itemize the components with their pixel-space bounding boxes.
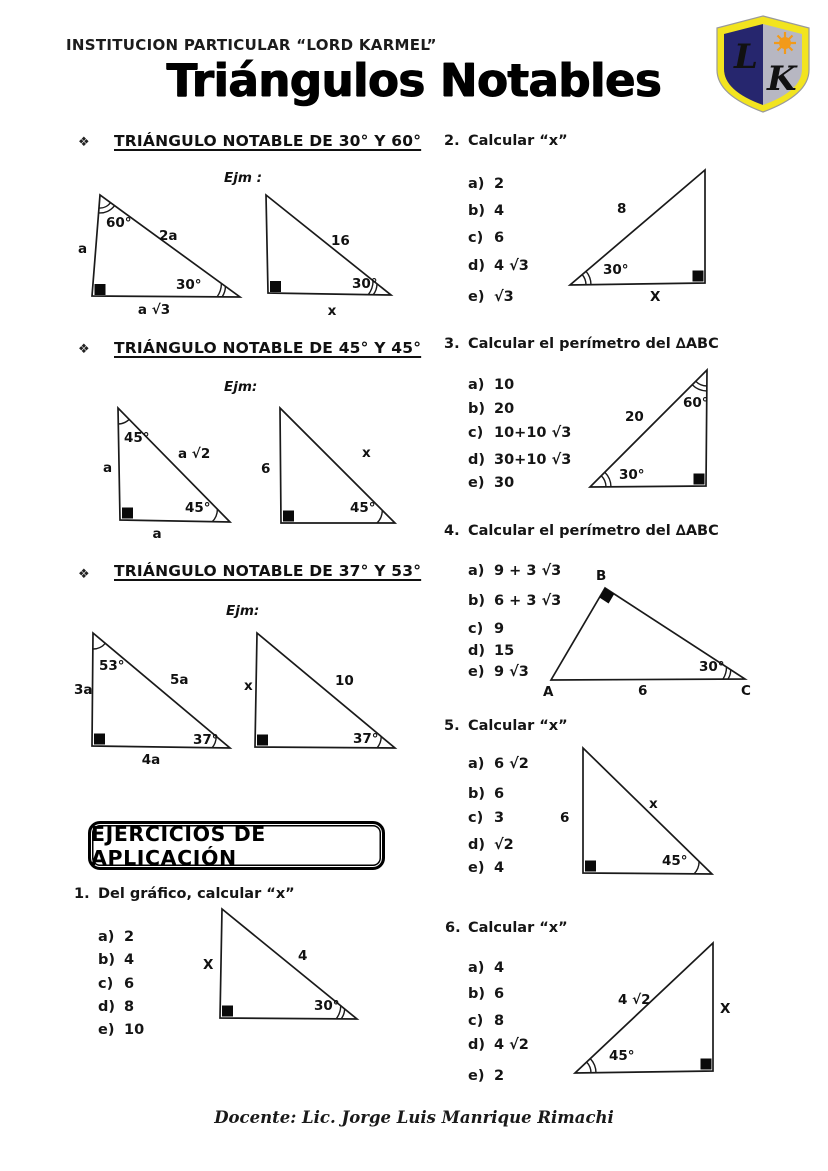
angle-label: 37°	[193, 732, 219, 748]
option-row	[468, 1013, 504, 1029]
side-label: 6	[560, 810, 570, 826]
option-value: 30	[494, 475, 515, 491]
option-key: b)	[468, 986, 486, 1002]
institution-name: INSTITUCION PARTICULAR “LORD KARMEL”	[66, 36, 437, 54]
triangle-outline	[280, 408, 395, 523]
right-angle-marker	[701, 1059, 712, 1070]
option-key: e)	[468, 860, 485, 876]
option-value: 9 + 3 √3	[494, 563, 562, 579]
side-label: 4 √2	[618, 992, 651, 1008]
option-value: 6 √2	[494, 756, 529, 772]
option-value: 6 + 3 √3	[494, 593, 562, 609]
triangle-outline	[92, 633, 230, 748]
exercise-number: 4.	[444, 523, 460, 539]
side-label: X	[650, 289, 661, 305]
option-key: a)	[468, 960, 485, 976]
right-angle-marker	[585, 861, 596, 872]
side-label: a √3	[137, 302, 171, 318]
side-label: X	[203, 957, 214, 973]
option-row	[468, 452, 571, 468]
exercise-prompt: Calcular el perímetro del ∆ABC	[468, 336, 719, 352]
side-label: 4	[298, 948, 308, 964]
option-value: 2	[494, 1068, 505, 1084]
option-key: c)	[468, 1013, 484, 1029]
angle-label: 45°	[609, 1048, 635, 1064]
option-key: e)	[98, 1022, 115, 1038]
option-key: e)	[468, 664, 485, 680]
page-title: Triángulos Notables	[166, 54, 662, 107]
exercise-number: 3.	[444, 336, 460, 352]
option-value: 4	[494, 203, 505, 219]
angle-arc	[601, 476, 606, 487]
option-value: 4	[124, 952, 135, 968]
exercise-number: 5.	[444, 718, 460, 734]
angle-label: 30°	[314, 998, 340, 1014]
side-label: a √2	[178, 446, 211, 462]
angle-arc	[212, 509, 217, 522]
option-key: b)	[468, 593, 486, 609]
option-row	[468, 377, 514, 393]
exercise-prompt: Calcular “x”	[468, 718, 568, 734]
angle-label: 30°	[603, 262, 629, 278]
option-key: e)	[468, 475, 485, 491]
option-row	[468, 176, 504, 192]
option-value: 6	[494, 786, 505, 802]
vertex-label: A	[543, 684, 554, 700]
triangle-outline	[583, 748, 712, 874]
section-heading-37-53: TRIÁNGULO NOTABLE DE 37° Y 53°	[114, 562, 422, 580]
option-key: c)	[468, 425, 484, 441]
section-bullet-icon: ❖	[78, 135, 90, 150]
option-value: 10	[494, 377, 515, 393]
option-key: b)	[468, 203, 486, 219]
angle-arc	[222, 286, 225, 297]
side-label: 3a	[74, 682, 93, 698]
side-label: x	[327, 303, 337, 319]
side-label: 6	[261, 461, 271, 477]
option-row	[468, 860, 504, 876]
side-label: x	[649, 796, 658, 812]
option-key: c)	[468, 621, 484, 637]
figure-30-60-model	[70, 185, 255, 320]
angle-label: 45°	[662, 853, 688, 869]
option-row	[468, 960, 504, 976]
option-row	[468, 810, 504, 826]
exercise-prompt: Calcular “x”	[468, 133, 568, 149]
triangle-outline	[570, 170, 705, 285]
right-angle-marker	[122, 508, 133, 519]
option-key: a)	[98, 929, 115, 945]
option-row	[98, 976, 134, 992]
figure-37-53-example	[240, 623, 410, 763]
option-value: 4 √3	[494, 258, 529, 274]
right-angle-marker	[257, 735, 268, 746]
exercise-number: 6.	[445, 920, 461, 936]
figure-exercise-2	[555, 160, 720, 305]
figure-exercise-1	[195, 898, 370, 1033]
option-key: a)	[468, 377, 485, 393]
option-value: √3	[494, 289, 514, 305]
crest-letter-k: K	[767, 59, 797, 99]
figure-45-45-example	[248, 395, 408, 535]
option-key: d)	[468, 452, 486, 468]
option-value: 30+10 √3	[494, 452, 572, 468]
vertex-label: C	[741, 683, 751, 699]
angle-label: 30°	[352, 276, 378, 292]
option-row	[98, 929, 134, 945]
option-key: d)	[98, 999, 116, 1015]
option-value: 20	[494, 401, 515, 417]
option-row	[468, 786, 504, 802]
option-key: c)	[468, 230, 484, 246]
exercise-number: 2.	[444, 133, 460, 149]
angle-label: 45°	[350, 500, 376, 516]
section-bullet-icon: ❖	[78, 342, 90, 357]
option-value: 4 √2	[494, 1037, 529, 1053]
angle-label: 60°	[683, 395, 709, 411]
option-row	[468, 756, 529, 772]
figure-30-60-example	[248, 185, 408, 320]
option-row	[468, 643, 514, 659]
option-row	[98, 1022, 144, 1038]
side-label: a	[103, 460, 113, 476]
option-row	[468, 621, 504, 637]
angle-arc	[93, 643, 105, 649]
vertex-label: B	[596, 568, 607, 584]
example-label: Ejm:	[226, 603, 260, 619]
angle-arc	[377, 510, 382, 523]
angle-label: 45°	[124, 430, 150, 446]
side-label: 8	[617, 201, 627, 217]
option-value: 8	[494, 1013, 505, 1029]
exercises-banner: EJERCICIOS DE APLICACIÓN	[88, 821, 385, 870]
side-label: x	[244, 678, 253, 694]
option-value: √2	[494, 837, 514, 853]
triangle-outline	[575, 943, 713, 1073]
figure-exercise-3	[575, 360, 725, 500]
angle-label: 60°	[106, 215, 132, 231]
side-label: 10	[335, 673, 354, 689]
option-value: 15	[494, 643, 515, 659]
exercise-prompt: Calcular el perímetro del ∆ABC	[468, 523, 719, 539]
angle-arc	[99, 203, 111, 208]
option-value: 9	[494, 621, 505, 637]
option-key: c)	[98, 976, 114, 992]
example-label: Ejm:	[224, 379, 258, 395]
side-label: X	[720, 1001, 731, 1017]
option-value: 2	[494, 176, 505, 192]
exercise-prompt: Calcular “x”	[468, 920, 568, 936]
option-row	[468, 230, 504, 246]
option-row	[98, 999, 134, 1015]
angle-label: 53°	[99, 658, 125, 674]
option-key: d)	[468, 837, 486, 853]
right-angle-marker	[94, 734, 105, 745]
figure-exercise-6	[560, 933, 735, 1083]
option-value: 6	[124, 976, 135, 992]
option-row	[468, 289, 514, 305]
angle-arc	[728, 670, 731, 679]
right-angle-marker	[283, 511, 294, 522]
side-label: 20	[625, 409, 644, 425]
triangle-outline	[118, 408, 230, 522]
option-row	[468, 425, 571, 441]
option-key: e)	[468, 1068, 485, 1084]
triangle-outline	[590, 370, 707, 487]
angle-arc	[582, 274, 586, 285]
option-key: d)	[468, 643, 486, 659]
side-label: 16	[331, 233, 350, 249]
option-value: 6	[494, 986, 505, 1002]
angle-arc	[118, 419, 129, 424]
option-key: a)	[468, 756, 485, 772]
exercise-number: 1.	[74, 886, 90, 902]
option-key: a)	[468, 563, 485, 579]
option-value: 3	[494, 810, 505, 826]
option-row	[468, 203, 504, 219]
figure-37-53-model	[70, 623, 245, 773]
angle-arc	[341, 1009, 345, 1019]
teacher-credit: Docente: Lic. Jorge Luis Manrique Rimachi	[214, 1108, 614, 1127]
option-value: 4	[494, 860, 505, 876]
side-label: 5a	[170, 672, 189, 688]
triangle-outline	[92, 195, 240, 297]
section-bullet-icon: ❖	[78, 567, 90, 582]
angle-arc	[217, 284, 221, 298]
right-angle-marker	[270, 281, 281, 292]
option-key: d)	[468, 1037, 486, 1053]
option-key: c)	[468, 810, 484, 826]
angle-label: 45°	[185, 500, 211, 516]
example-label: Ejm :	[224, 170, 263, 186]
option-value: 8	[124, 999, 135, 1015]
angle-label: 30°	[699, 659, 725, 675]
figure-exercise-5	[545, 735, 725, 880]
option-key: b)	[98, 952, 116, 968]
angle-arc	[587, 1062, 591, 1073]
section-heading-30-60: TRIÁNGULO NOTABLE DE 30° Y 60°	[114, 132, 422, 150]
right-angle-marker	[693, 271, 704, 282]
right-angle-marker	[694, 474, 705, 485]
figure-exercise-4	[535, 560, 765, 705]
side-label: 6	[638, 683, 648, 699]
option-row	[468, 401, 514, 417]
angle-label: 30°	[619, 467, 645, 483]
exercise-prompt: Del gráfico, calcular “x”	[98, 886, 295, 902]
right-angle-marker	[222, 1006, 233, 1017]
option-key: a)	[468, 176, 485, 192]
side-label: 2a	[159, 228, 178, 244]
angle-arc	[694, 861, 699, 874]
section-heading-45-45: TRIÁNGULO NOTABLE DE 45° Y 45°	[114, 339, 422, 357]
side-label: a	[152, 526, 162, 542]
option-value: 10+10 √3	[494, 425, 572, 441]
option-row	[468, 837, 514, 853]
option-value: 2	[124, 929, 135, 945]
option-key: b)	[468, 786, 486, 802]
option-row	[468, 475, 514, 491]
option-row	[468, 986, 504, 1002]
angle-arc	[696, 381, 707, 386]
right-angle-marker	[95, 284, 106, 295]
option-value: 10	[124, 1022, 145, 1038]
option-key: e)	[468, 289, 485, 305]
option-value: 4	[494, 960, 505, 976]
option-value: 9 √3	[494, 664, 529, 680]
side-label: x	[362, 445, 371, 461]
school-crest-logo	[712, 12, 814, 116]
side-label: 4a	[141, 752, 161, 768]
crest-letter-l: L	[734, 37, 758, 77]
side-label: a	[78, 241, 88, 257]
option-row	[468, 1068, 504, 1084]
right-angle-marker	[599, 588, 614, 604]
option-value: 6	[494, 230, 505, 246]
angle-label: 37°	[353, 731, 379, 747]
option-row	[468, 1037, 529, 1053]
figure-45-45-model	[85, 395, 250, 545]
option-row	[98, 952, 134, 968]
option-row	[468, 664, 529, 680]
option-key: d)	[468, 258, 486, 274]
angle-label: 30°	[176, 277, 202, 293]
option-key: b)	[468, 401, 486, 417]
option-row	[468, 258, 529, 274]
